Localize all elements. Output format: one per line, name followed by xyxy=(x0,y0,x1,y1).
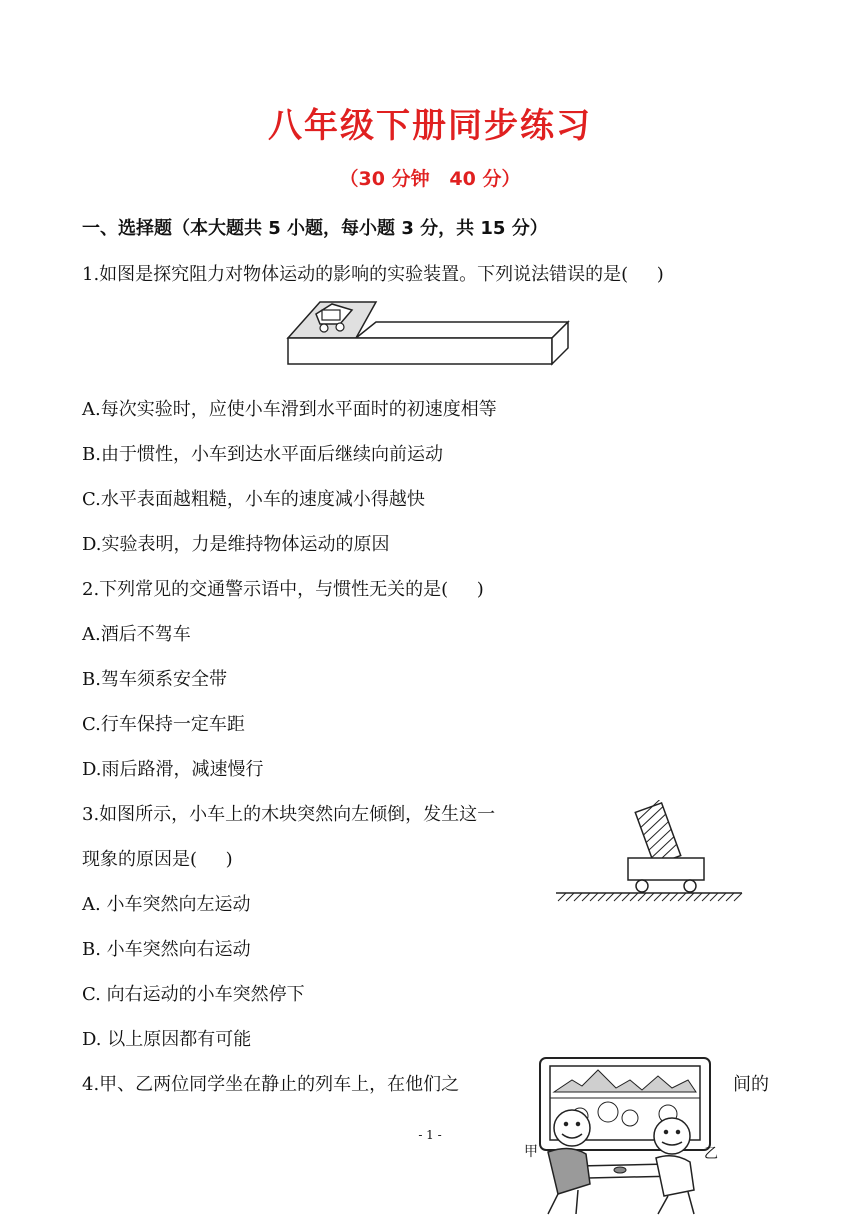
q1-option-d: D.实验表明，力是维持物体运动的原因 xyxy=(82,534,390,555)
q3-option-b: B. 小车突然向右运动 xyxy=(82,939,251,960)
q1-option-c: C.水平表面越粗糙，小车的速度减小得越快 xyxy=(82,489,425,510)
q3-stem-line2: 现象的原因是( ) xyxy=(82,849,233,870)
q3-option-d: D. 以上原因都有可能 xyxy=(82,1029,252,1050)
q1-stem: 1.如图是探究阻力对物体运动的影响的实验装置。下列说法错误的是( ) xyxy=(82,264,664,285)
label-jia: 甲 xyxy=(524,1144,538,1160)
label-yi: 乙 xyxy=(704,1146,718,1162)
board-top xyxy=(356,322,568,338)
q2-stem: 2.下列常见的交通警示语中，与惯性无关的是( ) xyxy=(82,579,484,600)
q3-cart-block-figure xyxy=(552,800,744,906)
q3-option-c: C. 向右运动的小车突然停下 xyxy=(82,984,305,1005)
board-front xyxy=(288,338,552,364)
q2-option-a: A.酒后不驾车 xyxy=(82,624,191,645)
cart-body xyxy=(628,858,704,880)
q1-ramp-figure xyxy=(286,296,576,376)
student-jia xyxy=(548,1110,590,1214)
ground-hatching xyxy=(558,893,742,901)
q2-option-c: C.行车保持一定车距 xyxy=(82,714,245,735)
time-score-subtitle: （30 分钟 40 分） xyxy=(339,168,521,190)
cart-wheel-left xyxy=(636,880,648,892)
page-title: 八年级下册同步练习 xyxy=(268,106,592,146)
q3-option-a: A. 小车突然向左运动 xyxy=(82,894,251,915)
page-number: - 1 - xyxy=(418,1128,442,1142)
q4-stem-right: 间的 xyxy=(733,1074,769,1095)
q3-stem-line1: 3.如图所示，小车上的木块突然向左倾倒，发生这一 xyxy=(82,804,496,825)
q2-option-b: B.驾车须系安全带 xyxy=(82,669,227,690)
cart-wheel-right xyxy=(684,880,696,892)
q1-option-b: B.由于惯性，小车到达水平面后继续向前运动 xyxy=(82,444,443,465)
q2-option-d: D.雨后路滑，减速慢行 xyxy=(82,759,264,780)
object-on-table xyxy=(614,1167,626,1173)
q1-option-a: A.每次实验时，应使小车滑到水平面时的初速度相等 xyxy=(82,399,497,420)
tilted-block xyxy=(634,800,681,865)
q4-stem-left: 4.甲、乙两位同学坐在静止的列车上，在他们之 xyxy=(82,1074,460,1095)
section-heading: 一、选择题（本大题共 5 小题，每小题 3 分，共 15 分） xyxy=(82,218,548,239)
